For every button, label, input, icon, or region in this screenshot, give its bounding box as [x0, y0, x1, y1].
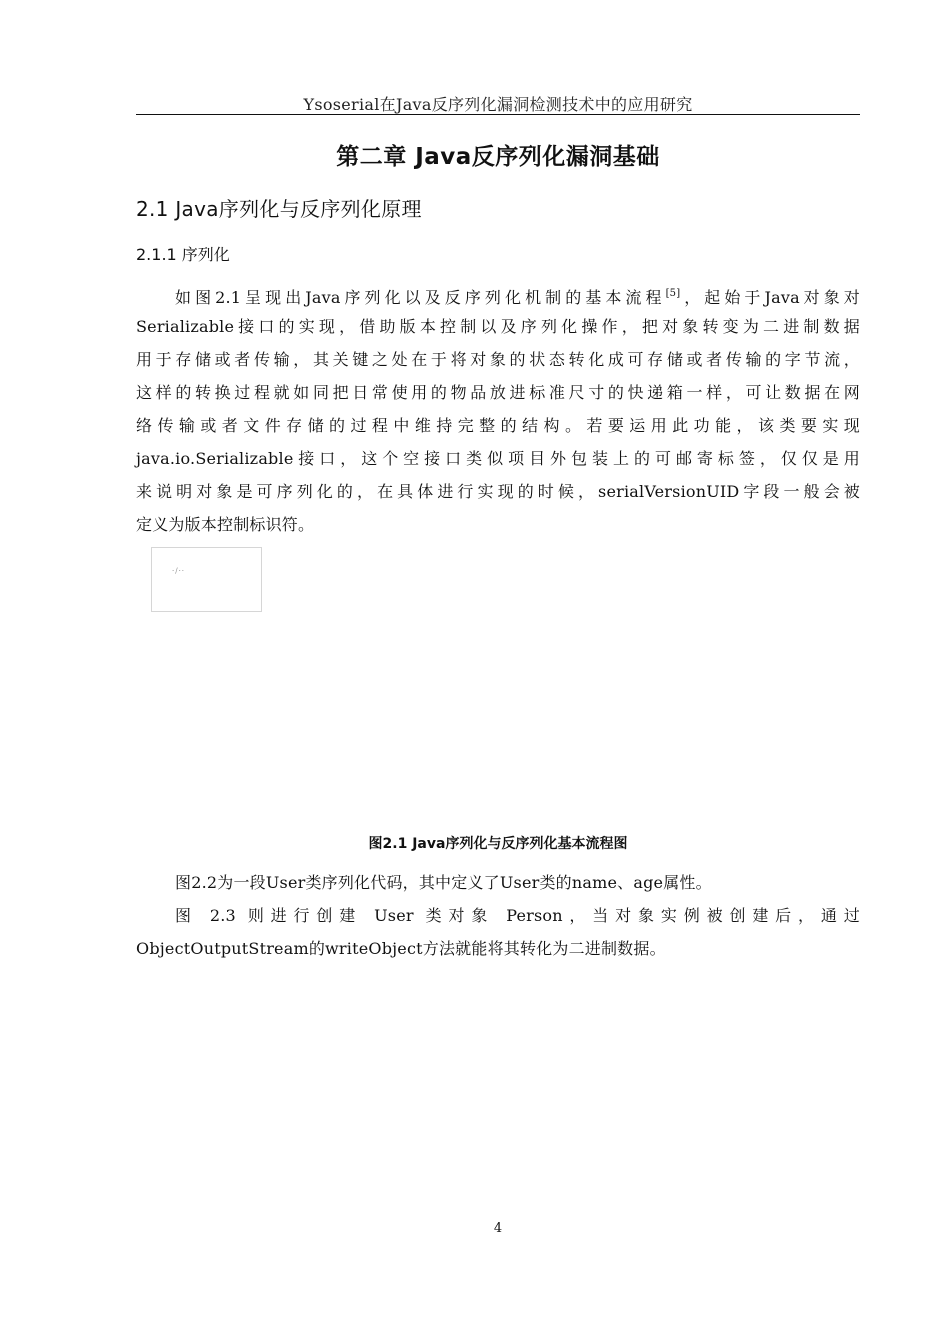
- paragraph-1-line-2: Serializable接口的实现，借助版本控制以及序列化操作，把对象转变为二进制数据: [136, 317, 860, 336]
- figure-2-1-image-placeholder: [151, 547, 262, 612]
- paragraph-1-line-7: 来说明对象是可序列化的，在具体进行实现的时候，serialVersionUID字段一般会被: [136, 482, 860, 501]
- citation-reference[interactable]: [5]: [665, 288, 681, 299]
- paragraph-2-line-1: 图2.2为一段User类序列化代码，其中定义了User类的name、age属性。: [175, 873, 712, 892]
- paragraph-3-line-2: ObjectOutputStream的writeObject方法就能将其转化为二进制数据。: [136, 939, 666, 958]
- paragraph-1-line-4: 这样的转换过程就如同把日常使用的物品放进标准尺寸的快递箱一样，可让数据在网: [136, 383, 860, 402]
- figure-image-marks: ·/··: [172, 567, 186, 575]
- paragraph-1-line-5: 络传输或者文件存储的过程中维持完整的结构。若要运用此功能，该类要实现: [136, 416, 860, 435]
- paragraph-1-text-after-citation: ，起始于Java对象对: [680, 288, 861, 307]
- paragraph-3-line-1: 图 2.3 则进行创建 User 类对象 Person，当对象实例被创建后，通过: [175, 906, 860, 925]
- page-number: 4: [493, 1221, 503, 1236]
- figure-caption: 图2.1 Java序列化与反序列化基本流程图: [368, 836, 628, 852]
- paragraph-1-text-before-citation: 如图2.1呈现出Java序列化以及反序列化机制的基本流程: [175, 288, 666, 307]
- paragraph-1-line-6: java.io.Serializable接口，这个空接口类似项目外包装上的可邮寄标签，仅仅是用: [136, 449, 860, 468]
- chapter-title: 第二章 Java反序列化漏洞基础: [336, 144, 660, 170]
- running-header: Ysoserial在Java反序列化漏洞检测技术中的应用研究: [303, 95, 693, 114]
- header-rule: [136, 114, 860, 115]
- paragraph-1-line-3: 用于存储或者传输，其关键之处在于将对象的状态转化成可存储或者传输的字节流，: [136, 350, 860, 369]
- section-title: 2.1 Java序列化与反序列化原理: [136, 197, 422, 221]
- subsection-title: 2.1.1 序列化: [136, 245, 230, 264]
- paragraph-1-line-1: [175, 284, 860, 308]
- paragraph-1-line-8: 定义为版本控制标识符。: [136, 515, 315, 534]
